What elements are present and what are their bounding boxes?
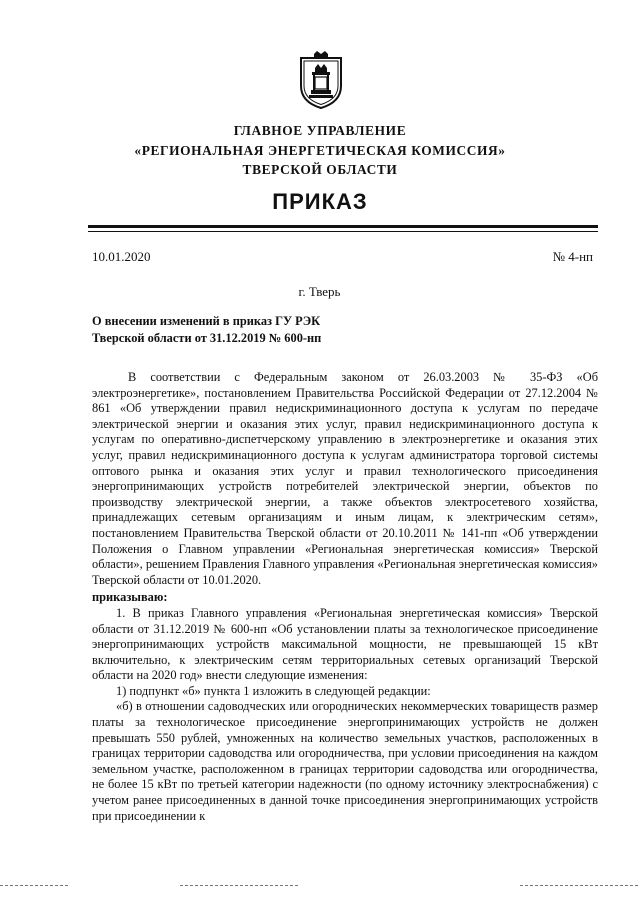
header-divider-thick (88, 225, 598, 228)
scan-edge-mark-left (0, 885, 70, 886)
tver-coat-of-arms-icon (298, 50, 344, 110)
document-number: № 4-нп (552, 249, 593, 264)
org-line-2: «РЕГИОНАЛЬНАЯ ЭНЕРГЕТИЧЕСКАЯ КОМИССИЯ» (134, 142, 506, 158)
order-word: приказываю: (92, 590, 168, 605)
subclause-1-paragraph: 1) подпункт «б» пункта 1 изложить в следующей редакции: (116, 683, 431, 698)
document-subject (92, 313, 392, 346)
header-divider-thin (88, 231, 598, 232)
org-line-3: ТВЕРСКОЙ ОБЛАСТИ (242, 162, 398, 177)
document-body (92, 370, 598, 824)
scan-edge-mark-center (180, 885, 300, 886)
organization-name (100, 121, 540, 180)
subject-line-2: Тверской области от 31.12.2019 № 600-нп (92, 330, 322, 345)
preamble-paragraph: В соответствии с Федеральным законом от 26.03.2003 № 35-ФЗ «Об электроэнергетике», постановлением Правительства Российской Федерации от 27.12.2004 № 861 «Об утверждении правил недискриминационного доступа к услугам по передаче электрической энергии и оказания этих услуг, правил недискриминационного доступа к услугам по оперативно-диспетчерскому управлению в электроэнергетике и оказания этих услуг, правил недискриминационного доступа к услугам администратора торговой системы оптового рынка и оказания этих услуг и правил технологического присоединения энергопринимающих устройств потребителей электрической энергии, объектов по производству электрической энергии, а также объектов электросетевого хозяйства, принадлежащих сетевым организациям и иным лицам, к электрическим сетям», постановлением Правительства Тверской области от 20.10.2011 № 141-пп «Об утверждении Положения о Главном управлении «Региональная энергетическая комиссия» Тверской области», решением Правления Главного управления «Региональная энергетическая комиссия» Тверской области от 10.01.2020. (92, 370, 598, 587)
subject-line-1: О внесении изменений в приказ ГУ РЭК (92, 314, 321, 328)
clause-1-paragraph: 1. В приказ Главного управления «Региональная энергетическая комиссия» Тверской области от 31.12.2019 № 600-нп «Об установлении платы за технологическое присоединение энергопринимающих устройств максимальной мощности, не превышающей 15 кВт включительно, к электрическим сетям территориальных сетевых организаций Тверской области на 2020 год» внести следующие изменения: (92, 605, 598, 683)
subclause-b-paragraph: «б) в отношении садоводческих или огороднических некоммерческих товариществ размер платы за технологическое присоединение энергопринимающих устройств не должен превышать 550 рублей, умноженных на количество земельных участков, расположенных в границах территории садоводства или огородничества, при условии присоединения на каждом земельном участке, расположенном в границах территории садоводства или огородничества, не более 15 кВт по третьей категории надежности (по одному источнику электроснабжения) с учетом ранее присоединенных в данной точке присоединения энергопринимающих устройств при присоединении к (92, 699, 598, 823)
scan-edge-mark-right (520, 885, 639, 886)
document-type-title: ПРИКАЗ (272, 189, 368, 214)
document-date: 10.01.2020 (92, 249, 151, 264)
org-line-1: ГЛАВНОЕ УПРАВЛЕНИЕ (233, 123, 407, 138)
document-city: г. Тверь (298, 284, 341, 299)
